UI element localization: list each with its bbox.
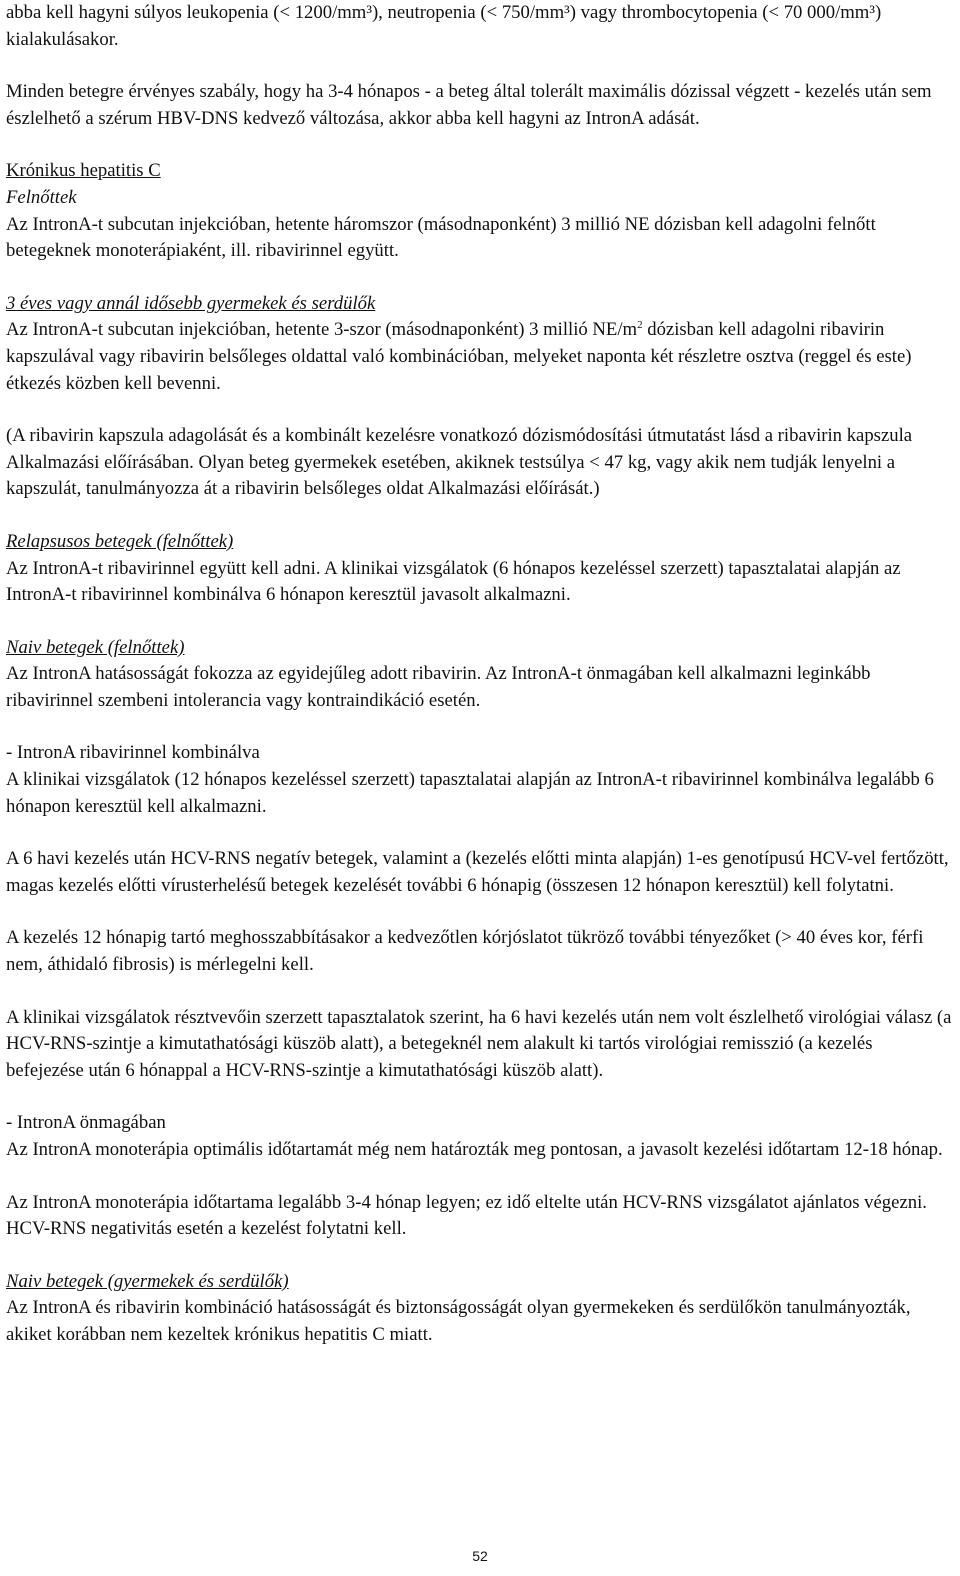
section-chronic-hepatitis-c bbox=[6, 158, 954, 264]
paragraph-12-month bbox=[6, 925, 954, 978]
paragraph-text: abba kell hagyni súlyos leukopenia (< 1200/mm³), neutropenia (< 750/mm³) vagy thrombocytopenia (< 70 000/mm³) kialakulásakor. bbox=[6, 2, 882, 50]
paragraph-text: Az IntronA és ribavirin kombináció hatásosságát és biztonságosságát olyan gyermekeken és serdülőkön tanulmányozták, akiket korábban nem kezeltek krónikus hepatitis C miatt. bbox=[6, 1297, 911, 1345]
paragraph-monotherapy-duration bbox=[6, 1190, 954, 1243]
paragraph-text: A klinikai vizsgálatok résztvevőin szerzett tapasztalatok szerint, ha 6 havi kezelés után nem volt észlelhető virológiai válasz (a HCV-RNS-szintje a kimutathatósági küszöb alatt), a betegeknél nem alakult ki tartós virológiai remisszió (a kezelés befejezése után 6 hónappal a HCV-RNS-szintje a kimutathatósági küszöb alatt). bbox=[6, 1006, 952, 1081]
section-subheading: - IntronA önmagában bbox=[6, 1112, 166, 1134]
paragraph-ribavirin-note bbox=[6, 423, 954, 503]
paragraph-leukopenia bbox=[6, 0, 954, 53]
document-page bbox=[6, 0, 954, 1375]
paragraph-text bbox=[6, 317, 954, 397]
paragraph-text: Az IntronA hatásosságát fokozza az egyidejűleg adott ribavirin. Az IntronA-t önmagában kell alkalmazni leginkább ribavirinnel szembeni intolerancia vagy kontraindikáció esetén. bbox=[6, 663, 871, 711]
paragraph-text: A 6 havi kezelés után HCV-RNS negatív betegek, valamint a (kezelés előtti minta alapján) 1-es genotípusú HCV-vel fertőzött, magas kezelés előtti vírusterhelésű betegek kezelését további 6 hónapig (összesen 12 hónapon keresztül) kell folytatni. bbox=[6, 848, 949, 896]
section-monotherapy bbox=[6, 1110, 954, 1163]
page-number: 52 bbox=[472, 1548, 488, 1564]
paragraph-text: Minden betegre érvényes szabály, hogy ha 3-4 hónapos - a beteg által tolerált maximális dózissal végzett - kezelés után sem észlelhető a szérum HBV-DNS kedvező változása, akkor abba kell hagyni az IntronA adását. bbox=[6, 81, 932, 129]
paragraph-text: Az IntronA-t subcutan injekcióban, hetente háromszor (másodnaponként) 3 millió NE dózisban kell adagolni felnőtt betegeknek monoterápiaként, ill. ribavirinnel együtt. bbox=[6, 213, 876, 262]
section-relapse-adults bbox=[6, 529, 954, 609]
section-children bbox=[6, 291, 954, 397]
section-heading: Krónikus hepatitis C bbox=[6, 160, 161, 182]
paragraph-6-month bbox=[6, 846, 954, 899]
paragraph-text: (A ribavirin kapszula adagolását és a kombinált kezelésre vonatkozó dózismódosítási útmutatást lásd a ribavirin kapszula Alkalmazási előírásában. Olyan beteg gyermekek esetében, akiknek testsúlya < 47 kg, vagy akik nem tudják lenyelni a kapszulát, tanulmányozza át a ribavirin belsőleges oldat Alkalmazási előírását.) bbox=[6, 425, 913, 500]
section-combination bbox=[6, 740, 954, 820]
paragraph-hbv-rule bbox=[6, 79, 954, 132]
superscript: 2 bbox=[637, 319, 643, 332]
section-subheading: - IntronA ribavirinnel kombinálva bbox=[6, 742, 260, 764]
paragraph-text: Az IntronA monoterápia optimális időtartamát még nem határozták meg pontosan, a javasolt kezelési időtartam 12-18 hónap. bbox=[6, 1139, 943, 1160]
section-subheading: Relapsusos betegek (felnőttek) bbox=[6, 530, 234, 552]
text-part: dózisban kell adagolni ribavirin kapszulával vagy ribavirin belsőleges oldattal való kombinációban, melyeket naponta két részletre osztva (reggel és este) étkezés közben kell bevenni. bbox=[6, 319, 912, 394]
section-subheading: Naiv betegek (gyermekek és serdülők) bbox=[6, 1270, 289, 1292]
paragraph-text: Az IntronA monoterápia időtartama legalább 3-4 hónap legyen; ez idő eltelte után HCV-RNS vizsgálatot ajánlatos végezni. HCV-RNS negativitás esetén a kezelést folytatni kell. bbox=[6, 1191, 927, 1240]
section-subheading: Felnőttek bbox=[6, 186, 77, 208]
section-subheading: Naiv betegek (felnőttek) bbox=[6, 636, 185, 658]
paragraph-text: Az IntronA-t ribavirinnel együtt kell adni. A klinikai vizsgálatok (6 hónapos kezeléssel szerzett) tapasztalatai alapján az IntronA-t ribavirinnel kombinálva 6 hónapon keresztül javasolt alkalmazni. bbox=[6, 557, 901, 606]
paragraph-clinical bbox=[6, 1005, 954, 1085]
paragraph-text: A kezelés 12 hónapig tartó meghosszabbításakor a kedvezőtlen kórjóslatot tükröző további tényezőket (> 40 éves kor, férfi nem, áthidaló fibrosis) is mérlegelni kell. bbox=[6, 927, 924, 976]
section-naive-children bbox=[6, 1269, 954, 1349]
paragraph-text: A klinikai vizsgálatok (12 hónapos kezeléssel szerzett) tapasztalatai alapján az IntronA-t ribavirinnel kombinálva legalább 6 hónapon keresztül kell alkalmazni. bbox=[6, 769, 934, 817]
text-part: Az IntronA-t subcutan injekcióban, hetente 3-szor (másodnaponként) 3 millió NE/m bbox=[6, 319, 638, 341]
section-subheading: 3 éves vagy annál idősebb gyermekek és serdülők bbox=[6, 292, 376, 314]
section-naive-adults bbox=[6, 635, 954, 715]
